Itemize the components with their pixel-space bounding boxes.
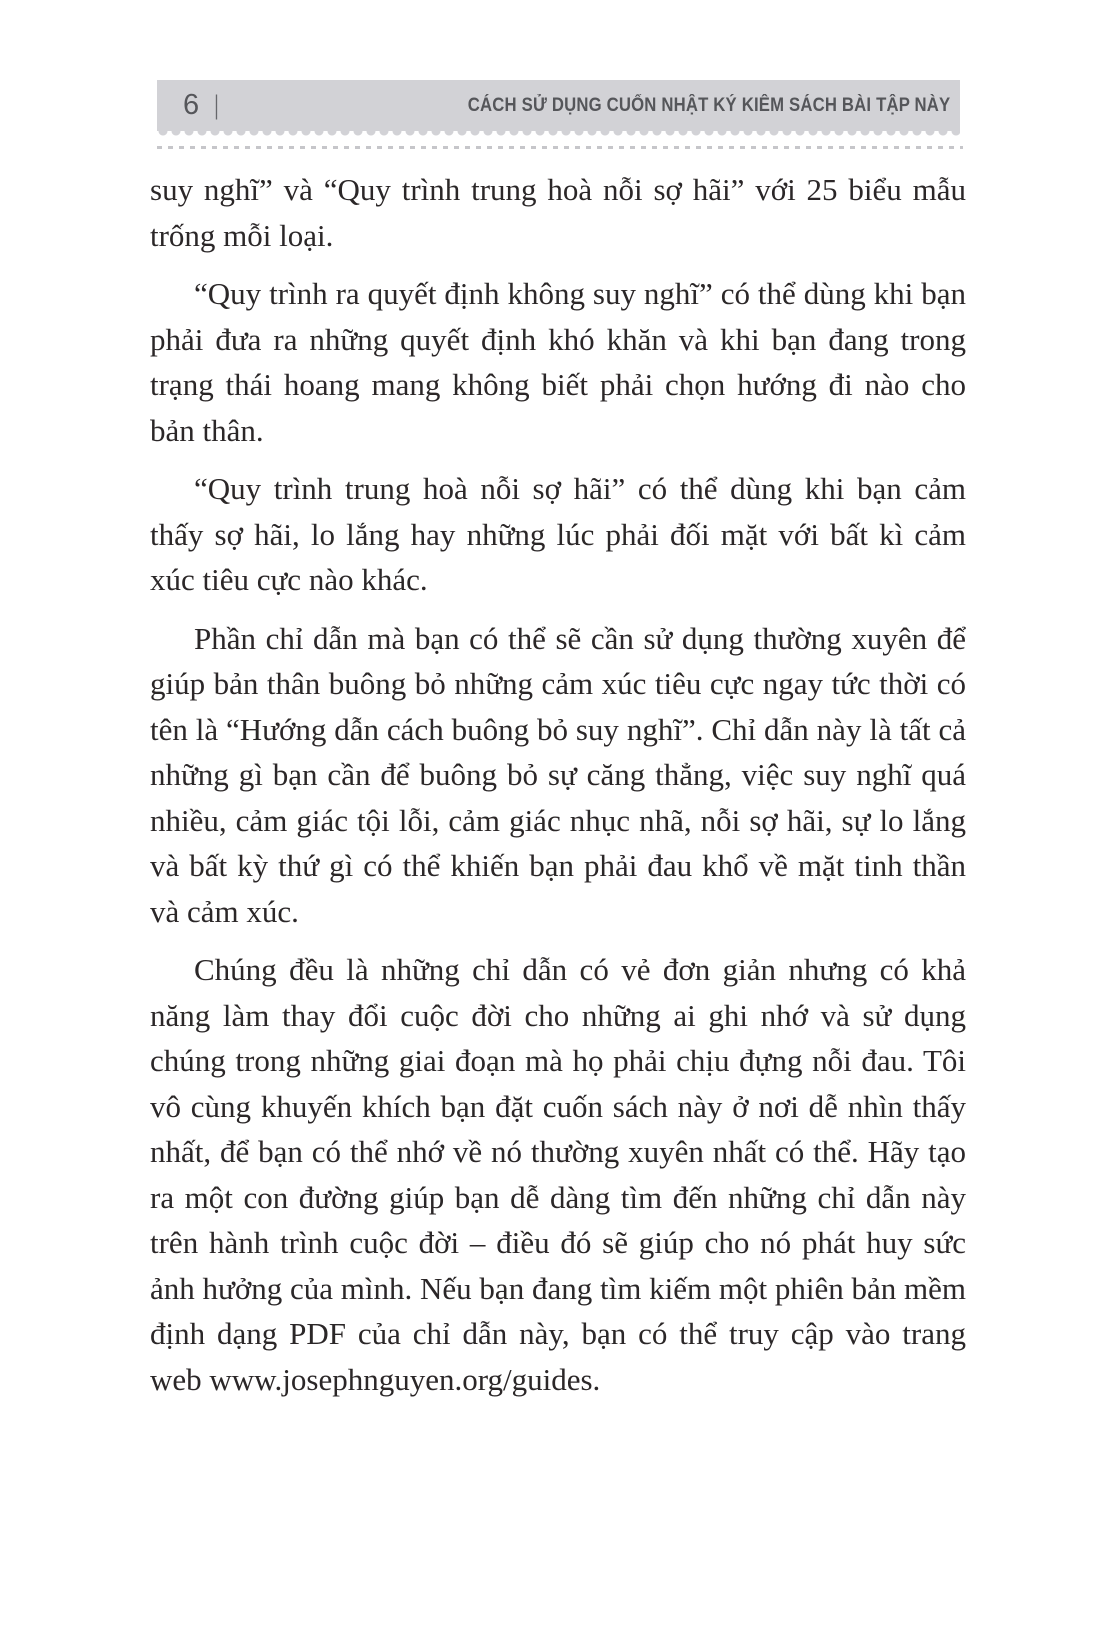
body-text <box>150 167 966 1415</box>
body-paragraph: “Quy trình ra quyết định không suy nghĩ” có thể dùng khi bạn phải đưa ra những quyết định khó khăn và khi bạn đang trong trạng thái hoang mang không biết phải chọn hướng đi nào cho bản thân. <box>150 276 966 448</box>
running-header <box>157 80 960 131</box>
header-dotted-line <box>157 146 963 149</box>
running-header-title: CÁCH SỬ DỤNG CUỐN NHẬT KÝ KIÊM SÁCH BÀI TẬP NÀY <box>467 94 950 116</box>
body-paragraph: suy nghĩ” và “Quy trình trung hoà nỗi sợ hãi” với 25 biểu mẫu trống mỗi loại. <box>150 172 966 253</box>
body-paragraph: “Quy trình trung hoà nỗi sợ hãi” có thể dùng khi bạn cảm thấy sợ hãi, lo lắng hay những lúc phải đối mặt với bất kì cảm xúc tiêu cực nào khác. <box>150 471 966 597</box>
body-paragraph: Chúng đều là những chỉ dẫn có vẻ đơn giản nhưng có khả năng làm thay đổi cuộc đời cho những ai ghi nhớ và sử dụng chúng trong những giai đoạn mà họ phải chịu đựng nỗi đau. Tôi vô cùng khuyến khích bạn đặt cuốn sách này ở nơi dễ nhìn thấy nhất, để bạn có thể nhớ về nó thường xuyên nhất có thể. Hãy tạo ra một con đường giúp bạn dễ dàng tìm đến những chỉ dẫn này trên hành trình cuộc đời – điều đó sẽ giúp cho nó phát huy sức ảnh hưởng của mình. Nếu bạn đang tìm kiếm một phiên bản mềm định dạng PDF của chỉ dẫn này, bạn có thể truy cập vào trang web www.josephnguyen.org/guides. <box>150 952 966 1397</box>
page-number: 6 <box>183 89 201 121</box>
body-paragraph: Phần chỉ dẫn mà bạn có thể sẽ cần sử dụng thường xuyên để giúp bản thân buông bỏ những cảm xúc tiêu cực ngay tức thời có tên là “Hướng dẫn cách buông bỏ suy nghĩ”. Chỉ dẫn này là tất cả những gì bạn cần để buông bỏ sự căng thẳng, việc suy nghĩ quá nhiều, cảm giác tội lỗi, cảm giác nhục nhã, nỗi sợ hãi, sự lo lắng và bất kỳ thứ gì có thể khiến bạn phải đau khổ về mặt tinh thần và cảm xúc. <box>150 620 966 929</box>
page-number-divider: | <box>214 90 219 120</box>
